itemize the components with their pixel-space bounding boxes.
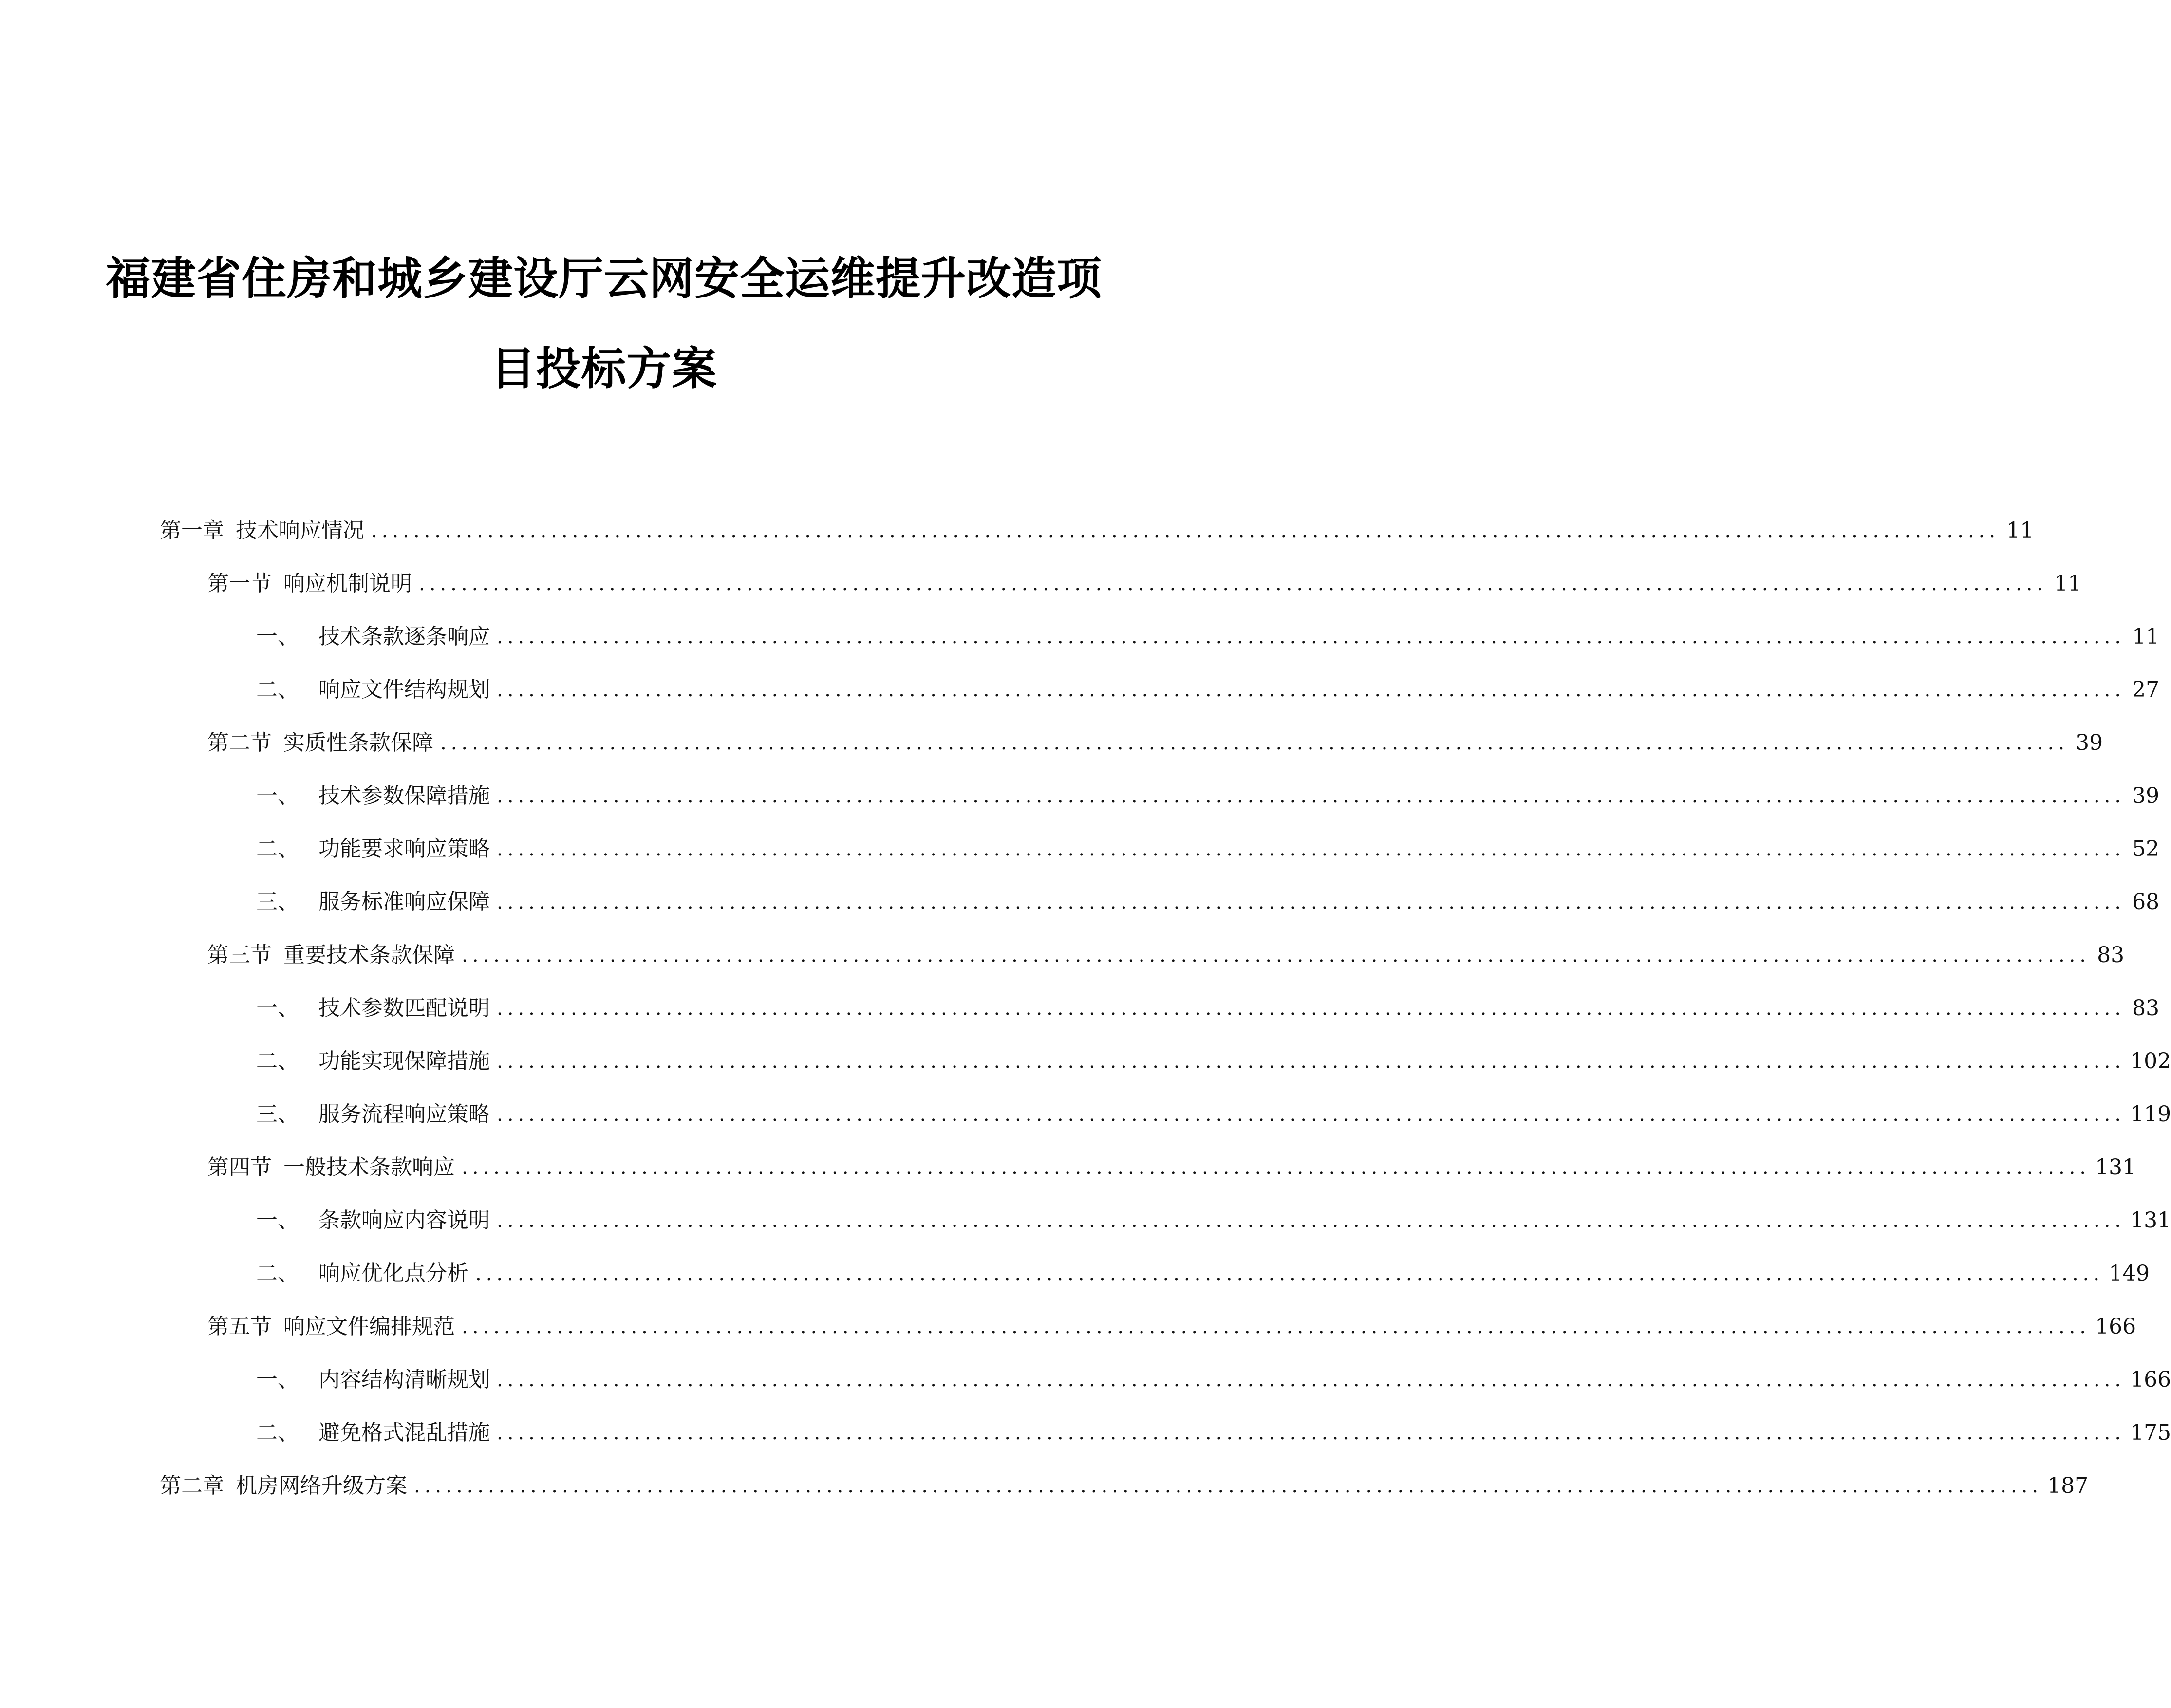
toc-entry-text: 技术响应情况 [236,518,364,543]
toc-leader-dots: .......................................................................................................................................................... [371,520,2000,542]
toc-page-number: 83 [2097,943,2125,967]
toc-entry-number: 一、 [256,996,299,1021]
toc-leader-dots: .......................................................................................................................................................... [497,679,2126,701]
toc-page-number: 83 [2132,996,2160,1021]
toc-entry-number: 第二节 [207,730,272,755]
toc-page-number: 166 [2095,1314,2136,1339]
title-line-2: 目投标方案 [490,343,717,395]
document-title [97,234,1110,414]
toc-leader-dots: .......................................................................................................................................................... [440,732,2069,754]
toc-entry-item-1-3-3[interactable] [256,1097,2171,1132]
toc-page-number: 102 [2130,1049,2171,1074]
toc-page-number: 131 [2130,1208,2171,1233]
toc-page-number: 11 [2006,518,2034,543]
toc-entry-number: 一、 [256,1367,299,1392]
toc-entry-chapter-1[interactable] [160,514,2034,548]
toc-entry-text: 技术参数保障措施 [318,783,490,808]
toc-entry-item-1-5-1[interactable] [256,1363,2171,1397]
toc-entry-text: 避免格式混乱措施 [318,1420,490,1445]
toc-page-number: 175 [2130,1420,2171,1445]
toc-leader-dots: .......................................................................................................................................................... [497,1050,2126,1073]
toc-page-number: 39 [2076,730,2103,755]
toc-leader-dots: .......................................................................................................................................................... [419,573,2048,595]
toc-entry-chapter-2[interactable] [160,1469,2089,1503]
toc-leader-dots: .......................................................................................................................................................... [462,944,2091,966]
toc-leader-dots: .......................................................................................................................................................... [497,1103,2126,1126]
toc-entry-number: 第二章 [160,1473,224,1498]
toc-entry-number: 三、 [256,1102,299,1127]
toc-page-number: 27 [2132,677,2160,702]
toc-leader-dots: .......................................................................................................................................................... [497,997,2126,1020]
toc-leader-dots: .......................................................................................................................................................... [497,785,2126,807]
toc-leader-dots: .......................................................................................................................................................... [497,838,2126,860]
toc-entry-number: 二、 [256,677,299,702]
toc-entry-number: 二、 [256,1420,299,1445]
toc-entry-item-1-4-1[interactable] [256,1204,2171,1238]
toc-entry-number: 第一章 [160,518,224,543]
toc-entry-number: 一、 [256,1208,299,1233]
toc-entry-text: 服务标准响应保障 [318,890,490,914]
toc-entry-number: 第一节 [207,571,272,596]
toc-entry-text: 服务流程响应策略 [318,1102,490,1127]
toc-entry-section-1-4[interactable] [207,1151,2136,1185]
toc-page-number: 187 [2047,1473,2089,1498]
toc-entry-text: 响应文件编排规范 [283,1314,455,1339]
toc-entry-text: 重要技术条款保障 [283,943,455,967]
toc-leader-dots: .......................................................................................................................................................... [497,1422,2126,1444]
toc-page-number: 68 [2132,890,2160,914]
toc-page-number: 119 [2130,1102,2171,1127]
toc-entry-number: 二、 [256,836,299,861]
toc-leader-dots: .......................................................................................................................................................... [414,1475,2043,1497]
toc-leader-dots: .......................................................................................................................................................... [497,891,2126,913]
toc-entry-item-1-1-1[interactable] [256,620,2160,654]
toc-entry-number: 第三节 [207,943,272,967]
toc-entry-text: 实质性条款保障 [283,730,433,755]
toc-entry-section-1-3[interactable] [207,938,2125,972]
toc-entry-item-1-4-2[interactable] [256,1257,2150,1291]
toc-entry-section-1-2[interactable] [207,726,2103,760]
toc-entry-text: 一般技术条款响应 [283,1155,455,1180]
toc-entry-item-1-2-1[interactable] [256,779,2160,813]
toc-entry-text: 技术条款逐条响应 [318,624,490,649]
toc-entry-item-1-2-3[interactable] [256,885,2160,919]
title-line-1: 福建省住房和城乡建设厅云网安全运维提升改造项 [105,253,1102,305]
toc-entry-number: 第五节 [207,1314,272,1339]
toc-leader-dots: .......................................................................................................................................................... [497,1209,2126,1232]
toc-page-number: 166 [2130,1367,2171,1392]
toc-entry-number: 三、 [256,890,299,914]
toc-entry-item-1-1-2[interactable] [256,673,2160,707]
toc-leader-dots: .......................................................................................................................................................... [497,626,2126,648]
toc-entry-number: 一、 [256,783,299,808]
toc-entry-text: 技术参数匹配说明 [318,996,490,1021]
toc-entry-number: 二、 [256,1261,299,1286]
toc-entry-item-1-3-2[interactable] [256,1044,2171,1078]
toc-leader-dots: .......................................................................................................................................................... [497,1369,2126,1391]
toc-entry-text: 响应优化点分析 [318,1261,468,1286]
toc-entry-text: 功能要求响应策略 [318,836,490,861]
toc-entry-section-1-5[interactable] [207,1310,2136,1344]
toc-entry-item-1-5-2[interactable] [256,1416,2171,1450]
toc-leader-dots: .......................................................................................................................................................... [462,1316,2091,1338]
toc-entry-number: 二、 [256,1049,299,1074]
toc-entry-text: 响应机制说明 [283,571,412,596]
toc-leader-dots: .......................................................................................................................................................... [475,1262,2104,1285]
toc-entry-section-1-1[interactable] [207,567,2082,601]
toc-entry-text: 机房网络升级方案 [236,1473,407,1498]
toc-page-number: 11 [2132,624,2160,649]
toc-page-number: 39 [2132,783,2160,808]
toc-page-number: 131 [2095,1155,2136,1180]
toc-entry-item-1-3-1[interactable] [256,991,2160,1025]
toc-entry-text: 内容结构清晰规划 [318,1367,490,1392]
toc-page-number: 149 [2109,1261,2150,1286]
toc-entry-text: 响应文件结构规划 [318,677,490,702]
toc-entry-text: 功能实现保障措施 [318,1049,490,1074]
toc-entry-item-1-2-2[interactable] [256,832,2160,866]
toc-entry-number: 第四节 [207,1155,272,1180]
toc-page-number: 11 [2054,571,2082,596]
toc-leader-dots: .......................................................................................................................................................... [462,1156,2091,1179]
toc-entry-text: 条款响应内容说明 [318,1208,490,1233]
toc-entry-number: 一、 [256,624,299,649]
toc-page-number: 52 [2132,836,2160,861]
